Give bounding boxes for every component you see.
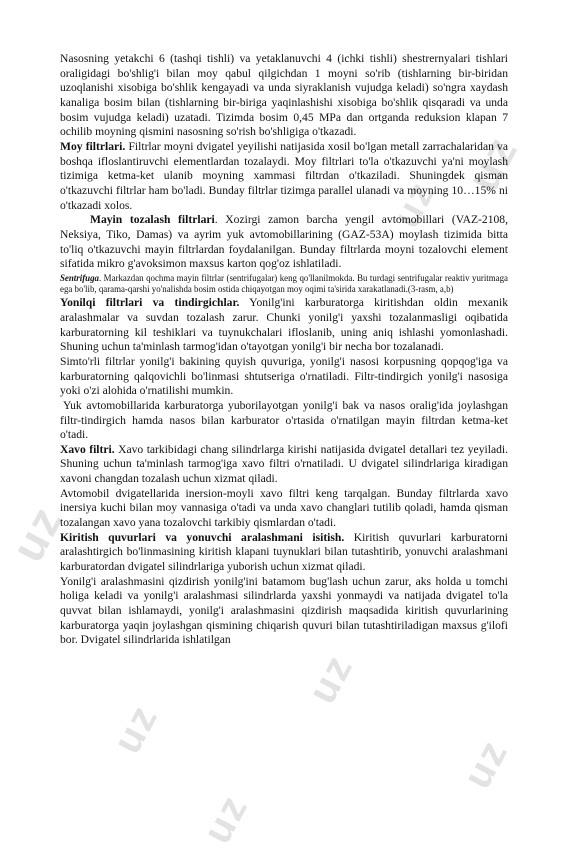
paragraph-text: Kiritish quvurlari karburatorni aralashtirgich bo'linmasining kiritish klapani tuynuklari bilan tutashtirib, yonuvchi aralashmani karburatordan dvigatel silindrlariga yuborish uchun xizmat qiladi. (60, 530, 508, 574)
paragraph-intake-pipes (60, 531, 508, 575)
paragraph-truck-filters: Yuk avtomobillarida karburatorga yuborilayotgan yonilg'i bak va nasos oralig'ida joylashgan filtr-tindirgich hamda nasos bilan karburator o'rtasida o'rnatilgan mayin filtrdan ketma-ket o'tadi. (60, 398, 508, 442)
watermark-text: uz (195, 787, 257, 851)
paragraph-text: Filtrlar moyni dvigatel yeyilishi natijasida xosil bo'lgan metall zarrachalaridan va boshqa ifloslantiruvchi elementlardan tozalaydi. Moy filtrlari to'la o'tkazuvchi ya'ni moylash tizimiga ketma-ket ulanib moyning xammasi filtrdan o'tkaziladi. Shuningdek qisman o'tkazuvchi filtrlar ham bo'ladi. Bunday filtrlar tizimga parallel ulanadi va moyning 10…15% ni o'tkazadi xolos. (60, 139, 508, 212)
section-heading: Kiritish quvurlari va yonuvchi aralashmani isitish. (60, 530, 345, 544)
section-heading: Sentrifuga (60, 272, 99, 283)
paragraph-air-filter (60, 443, 508, 487)
paragraph-fuel-filters (60, 296, 508, 355)
document-page (60, 52, 508, 648)
section-heading: Moy filtrlari. (60, 139, 126, 153)
watermark-text: uz (455, 126, 528, 200)
watermark-text: uz (0, 496, 73, 570)
watermark-text: uz (385, 174, 444, 235)
paragraph-oil-pump: Nasosning yetakchi 6 (tashqi tishli) va yetaklanuvchi 4 (ichki tishli) shestrernyalari tishlari oraligidagi bo'shlig'i bilan moy qabul qilgichdan 1 moyni so'rib (tishlarning bir-biridan uzoqlanishi xisobiga bo'shlik kengayadi va unda siyraklanish vujudga keladi) so'ngra xaydash kanaliga bosim bilan (tishlarning bir-biriga yaqinlashishi xisobiga bo'shlik qisqaradi va unda bosim vujudga keladi) uzatadi. Tizimda bosim 0,45 MPa dan ortganda reduksion klapan 7 ochilib moyning qismini nasosning so'rish bo'shligiga o'tkazadi. (60, 52, 508, 139)
watermark-text: uz (300, 647, 362, 711)
paragraph-oil-filters (60, 140, 508, 213)
watermark-text: uz (455, 732, 517, 796)
paragraph-mixture-heating: Yonilg'i aralashmasini qizdirish yonilg'ini batamom bug'lash uchun zarur, aks holda u tomchi holiga keladi va yonilg'i aralashmasi silindrlarda yaxshi yonmaydi va natijada dvigatel to'la quvvat bilan ishlamaydi, yonilg'i aralashmasini qizdirish maqsadida kiritish quvurlarining karburatorga yaqin joylashgan qismining chiqarish quvuri bilan tutashtiriladigan maxsus g'ilofi bor. Dvigatel silindrlarida ishlatilgan (60, 574, 508, 647)
paragraph-mesh-filters: Simto'rli filtrlar yonilg'i bakining quyish quvuriga, yonilg'i nasosi korpusning qopqog'iga va karburatorning qalqovichli bo'linmasi shtutseriga o'rnatiladi. Filtr-tindirgich yonilg'i nasosiga yoki o'zi alohida o'rnatilishi mumkin. (60, 354, 508, 398)
section-heading: Xavo filtri. (60, 442, 115, 456)
paragraph-text: . Markazdan qochma mayin filtrlar (sentrifugalar) keng qo'llanilmokda. Bu turdagi sentrifugalar reaktiv yuritmaga ega bo'lib, qarama-qarshi yo'nalishda bosim ostida chiqayotgan moy oqimi ta'sirida xarakatlanadi.(3-rasm, a,b) (60, 272, 508, 295)
paragraph-text: Yonilg'ini karburatorga kiritishdan oldin mexanik aralashmalar va suvdan tozalash zarur. Chunki yonilg'i yaxshi tozalanmasligi oqibatida karburatorning kil teshiklari va tuynukchalari ifloslanib, uning aniq ishlashi yomonlashadi. Shuning uchun ta'minlash tarmog'idan o'tayotgan yonilg'i bir necha bor tozalanadi. (60, 296, 508, 354)
section-heading: Yonilqi filtrlari va tindirgichlar. (60, 296, 240, 310)
paragraph-fine-filters (60, 213, 508, 272)
paragraph-text: Xavo tarkibidagi chang silindrlarga kirishi natijasida dvigatel detallari tez yeyiladi. Shuning uchun ta'minlash tarmog'iga xavo filtri o'rnatiladi. U dvigatel silindrlariga kiradigan xavoni changdan tozalash uchun xizmat qiladi. (60, 442, 509, 486)
watermark-text: uz (105, 697, 167, 761)
paragraph-inertial-filter: Avtomobil dvigatellarida inersion-moyli xavo filtri keng tarqalgan. Bunday filtrlarda xavo inersiya kuchi bilan moy vannasiga o'tadi va unda xavo changlari tutilib qoladi, hamda qisman tozalangan xavo yana tozalovchi tarkibiy qismlardan o'tadi. (60, 486, 508, 530)
paragraph-text: . Xozirgi zamon barcha yengil avtomobillari (VAZ-2108, Neksiya, Tiko, Damas) va ayrim yuk avtomobillarining (GAZ-53A) moylash tizimida bitta to'liq o'tkazuvchi mayin filtrlardan foydalanilgan. Bunday filtrlarda moyni tozalovchi element sifatida mikro g'avoksimon maxsus karton qog'oz ishlatiladi. (60, 213, 509, 271)
paragraph-centrifuge (60, 273, 508, 295)
section-heading: Mayin tozalash filtrlari (90, 213, 215, 227)
